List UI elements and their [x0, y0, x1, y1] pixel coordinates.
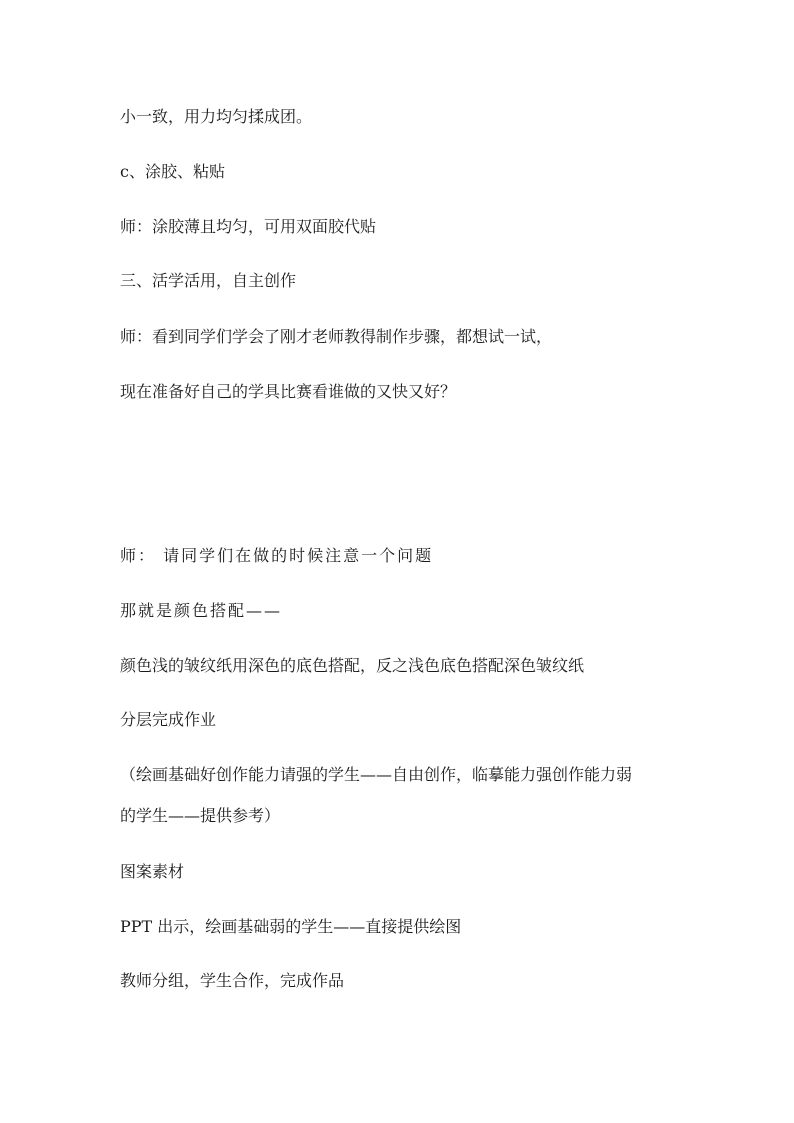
- text-line-9: 颜色浅的皱纹纸用深色的底色搭配，反之浅色底色搭配深色皱纹纸: [120, 656, 585, 675]
- text-line-3: 师：涂胶薄且均匀，可用双面胶代贴: [120, 217, 377, 236]
- text-line-2: c、涂胶、粘贴: [120, 162, 225, 181]
- text-line-7: 师： 请同学们在做的时候注意一个问题: [120, 546, 434, 565]
- text-line-14: PPT 出示，绘画基础弱的学生——直接提供绘图: [120, 917, 462, 936]
- text-line-8: 那就是颜色搭配——: [120, 601, 283, 620]
- text-line-5: 师：看到同学们学会了刚才老师教得制作步骤，都想试一试，: [120, 327, 553, 346]
- text-line-13: 图案素材: [120, 862, 185, 881]
- text-line-10: 分层完成作业: [120, 710, 217, 729]
- text-line-1: 小一致，用力均匀揉成团。: [120, 107, 313, 126]
- text-line-15: 教师分组，学生合作，完成作品: [120, 971, 345, 990]
- text-line-11: （绘画基础好创作能力请强的学生——自由创作，临摹能力强创作能力弱: [120, 765, 633, 784]
- text-line-6: 现在准备好自己的学具比赛看谁做的又快又好？: [120, 382, 457, 401]
- section-heading: 三、活学活用，自主创作: [120, 271, 297, 290]
- text-line-12: 的学生——提供参考）: [120, 806, 281, 825]
